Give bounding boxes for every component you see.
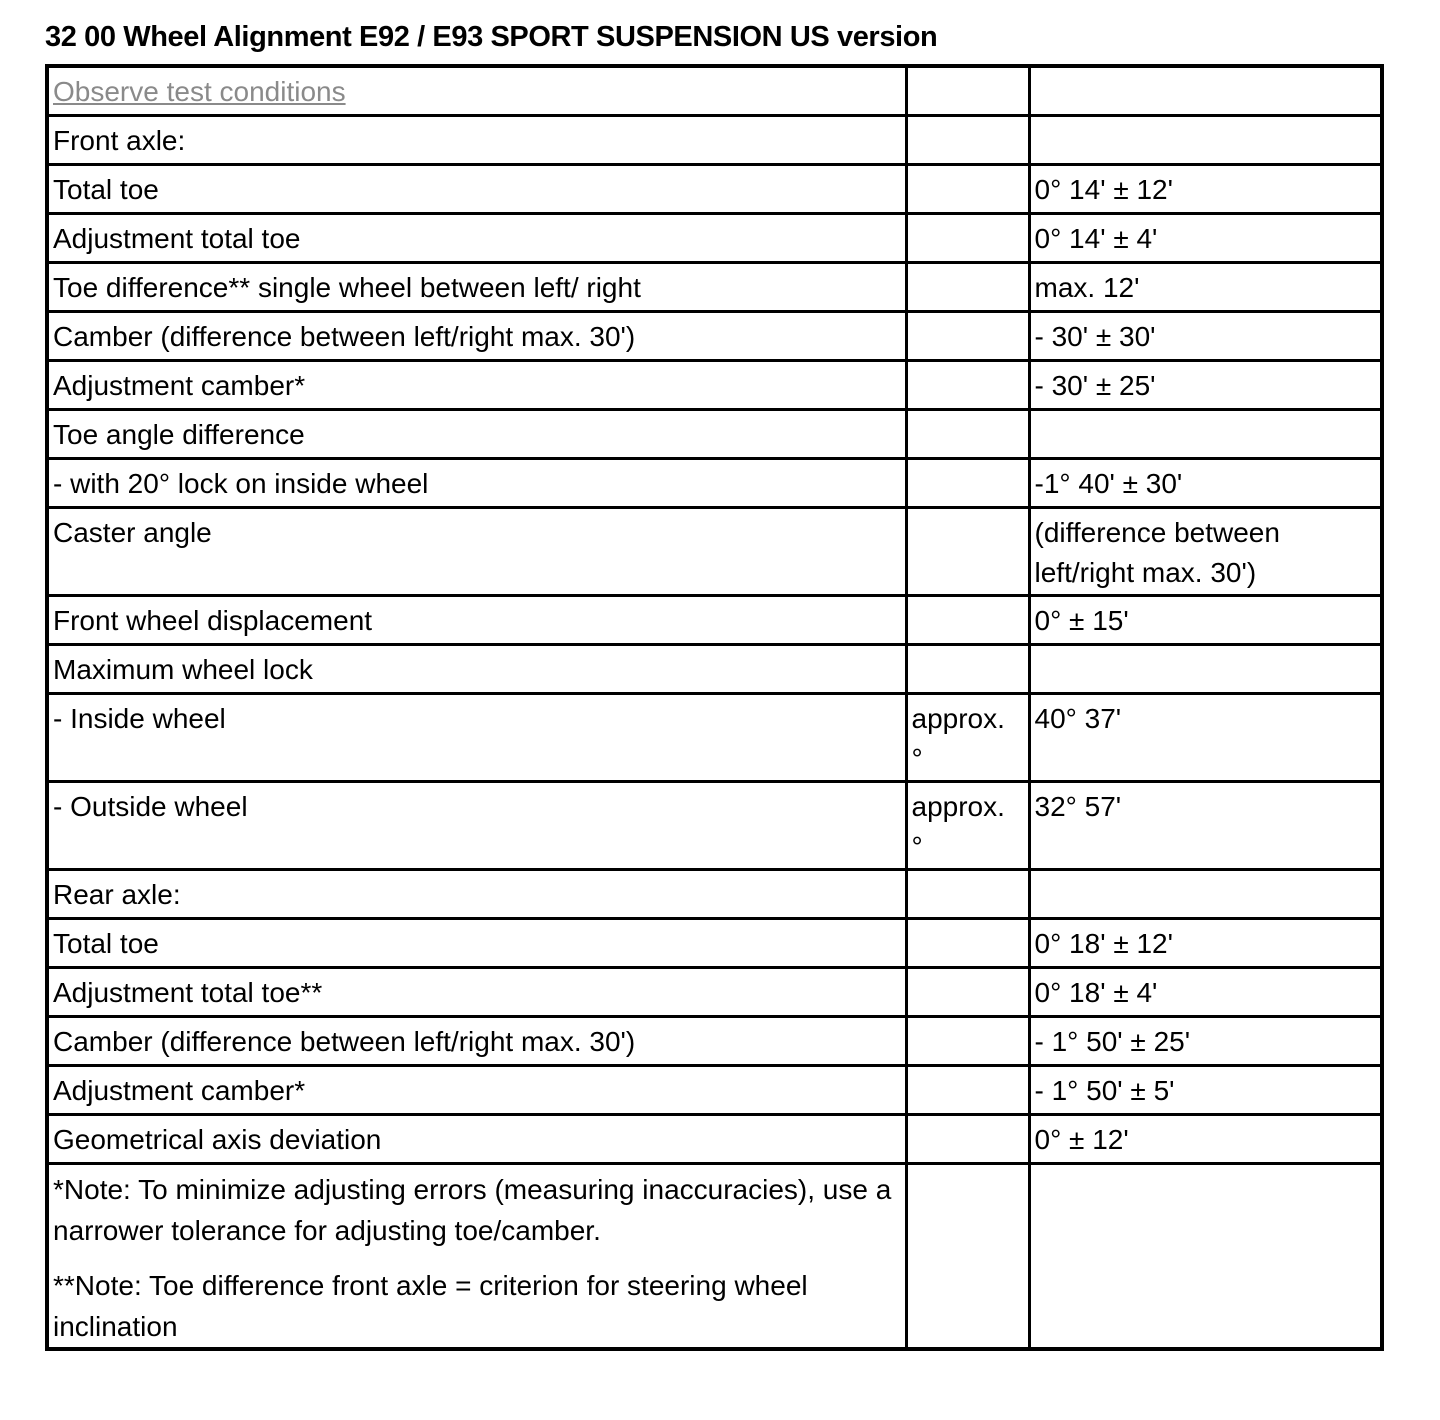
row-value: - 1° 50' ± 25' xyxy=(1029,1017,1382,1066)
row-approx xyxy=(906,263,1029,312)
observe-test-conditions-link[interactable]: Observe test conditions xyxy=(53,76,346,107)
row-label: Adjustment camber* xyxy=(47,1066,906,1115)
row-value xyxy=(1029,410,1382,459)
row-label: Rear axle: xyxy=(47,870,906,919)
row-label: Total toe xyxy=(47,919,906,968)
row-value: max. 12' xyxy=(1029,263,1382,312)
row-value: 40° 37' xyxy=(1029,694,1382,782)
row-label: Toe angle difference xyxy=(47,410,906,459)
note-adjusting-errors: *Note: To minimize adjusting errors (measuring inaccuracies), use a narrower tolerance for adjusting toe/camber. xyxy=(53,1174,892,1246)
empty-cell xyxy=(906,66,1029,116)
row-value: 0° ± 15' xyxy=(1029,596,1382,645)
row-approx xyxy=(906,1115,1029,1164)
row-value: - 30' ± 25' xyxy=(1029,361,1382,410)
row-value: 0° 18' ± 12' xyxy=(1029,919,1382,968)
row-approx xyxy=(906,596,1029,645)
row-label: - Inside wheel xyxy=(47,694,906,782)
row-approx: approx. ° xyxy=(906,694,1029,782)
row-label: Maximum wheel lock xyxy=(47,645,906,694)
row-label: Adjustment camber* xyxy=(47,361,906,410)
row-approx xyxy=(906,361,1029,410)
row-approx xyxy=(906,1017,1029,1066)
table-row xyxy=(47,968,1382,1017)
row-label: Toe difference** single wheel between left/ right xyxy=(47,263,906,312)
table-row xyxy=(47,596,1382,645)
table-row xyxy=(47,782,1382,870)
row-label: Camber (difference between left/right max. 30') xyxy=(47,1017,906,1066)
row-label: Adjustment total toe** xyxy=(47,968,906,1017)
table-row xyxy=(47,165,1382,214)
empty-cell xyxy=(1029,1164,1382,1350)
row-value xyxy=(1029,116,1382,165)
table-row xyxy=(47,66,1382,116)
row-value: - 1° 50' ± 5' xyxy=(1029,1066,1382,1115)
table-row xyxy=(47,263,1382,312)
row-approx xyxy=(906,459,1029,508)
row-value: 0° 14' ± 4' xyxy=(1029,214,1382,263)
row-label: Camber (difference between left/right max. 30') xyxy=(47,312,906,361)
row-approx xyxy=(906,116,1029,165)
row-value xyxy=(1029,870,1382,919)
table-row xyxy=(47,1017,1382,1066)
empty-cell xyxy=(906,1164,1029,1350)
row-value: - 30' ± 30' xyxy=(1029,312,1382,361)
row-value: 0° 14' ± 12' xyxy=(1029,165,1382,214)
row-label: Total toe xyxy=(47,165,906,214)
row-value xyxy=(1029,645,1382,694)
note-toe-difference: **Note: Toe difference front axle = criterion for steering wheel inclination xyxy=(53,1270,808,1342)
row-label: Adjustment total toe xyxy=(47,214,906,263)
row-approx xyxy=(906,410,1029,459)
table-row xyxy=(47,1115,1382,1164)
row-approx xyxy=(906,312,1029,361)
table-row xyxy=(47,361,1382,410)
row-approx: approx. ° xyxy=(906,782,1029,870)
link-cell xyxy=(47,66,906,116)
row-approx xyxy=(906,214,1029,263)
row-approx xyxy=(906,165,1029,214)
wheel-alignment-table xyxy=(45,64,1384,1351)
row-approx xyxy=(906,1066,1029,1115)
table-row xyxy=(47,312,1382,361)
table-row xyxy=(47,508,1382,596)
row-value: -1° 40' ± 30' xyxy=(1029,459,1382,508)
notes-cell xyxy=(47,1164,906,1350)
table-row xyxy=(47,459,1382,508)
row-label: Caster angle xyxy=(47,508,906,596)
table-row xyxy=(47,116,1382,165)
table-row xyxy=(47,870,1382,919)
row-approx xyxy=(906,645,1029,694)
table-row xyxy=(47,214,1382,263)
table-row xyxy=(47,919,1382,968)
row-value: 32° 57' xyxy=(1029,782,1382,870)
table-row xyxy=(47,645,1382,694)
row-approx xyxy=(906,508,1029,596)
table-row xyxy=(47,694,1382,782)
row-label: - Outside wheel xyxy=(47,782,906,870)
row-label: Geometrical axis deviation xyxy=(47,1115,906,1164)
row-approx xyxy=(906,870,1029,919)
row-value: 0° 18' ± 4' xyxy=(1029,968,1382,1017)
row-approx xyxy=(906,919,1029,968)
document-title: 32 00 Wheel Alignment E92 / E93 SPORT SUSPENSION US version xyxy=(45,21,938,53)
empty-cell xyxy=(1029,66,1382,116)
row-approx xyxy=(906,968,1029,1017)
table-row xyxy=(47,1066,1382,1115)
row-label: Front axle: xyxy=(47,116,906,165)
row-value: (difference between left/right max. 30') xyxy=(1029,508,1382,596)
row-label: - with 20° lock on inside wheel xyxy=(47,459,906,508)
row-label: Front wheel displacement xyxy=(47,596,906,645)
row-value: 0° ± 12' xyxy=(1029,1115,1382,1164)
notes-row xyxy=(47,1164,1382,1350)
table-row xyxy=(47,410,1382,459)
